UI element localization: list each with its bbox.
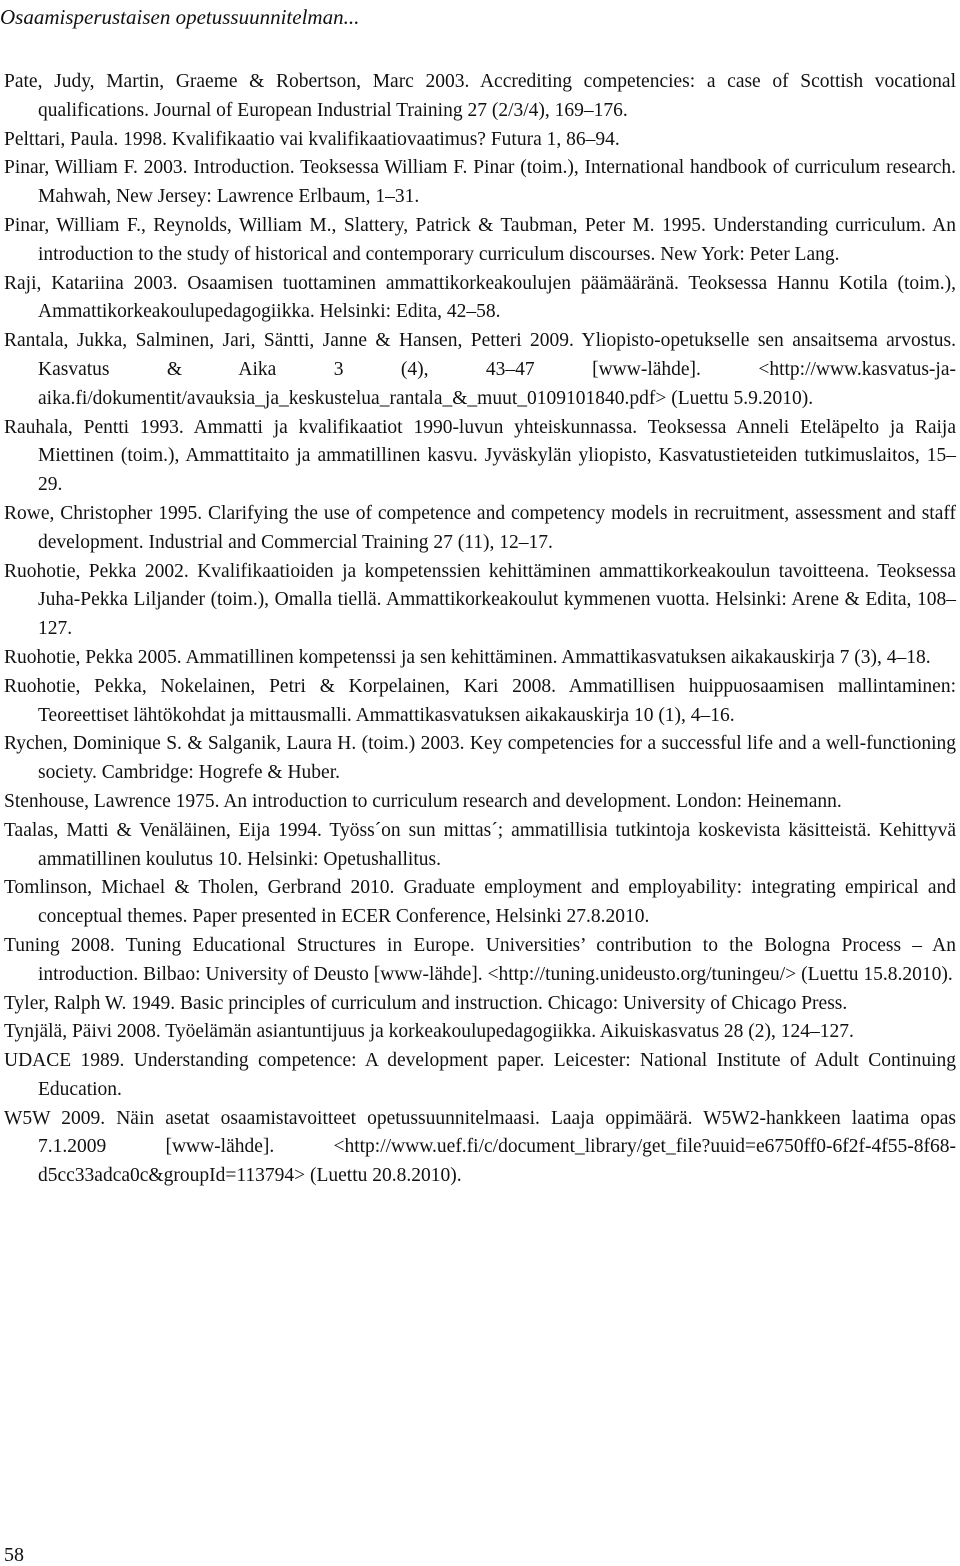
reference-entry: Pinar, William F. 2003. Introduction. Teoksessa William F. Pinar (toim.), International handbook of curriculum research. Mahwah, New Jersey: Lawrence Erlbaum, 1–31. [4,157,956,208]
reference-entry: Rychen, Dominique S. & Salganik, Laura H. (toim.) 2003. Key competencies for a successful life and a well-functioning society. Cambridge: Hogrefe & Huber. [4,733,956,784]
reference-entry: Raji, Katariina 2003. Osaamisen tuottaminen ammattikorkeakoulujen päämääränä. Teoksessa Hannu Kotila (toim.), Ammattikorkeakoulupedagogiikka. Helsinki: Edita, 42–58. [4,272,956,323]
reference-entry: Pelttari, Paula. 1998. Kvalifikaatio vai kvalifikaatiovaatimus? Futura 1, 86–94. [4,128,620,150]
reference-entry: Tynjälä, Päivi 2008. Työelämän asiantuntijuus ja korkeakoulupedagogiikka. Aikuiskasvatus 28 (2), 124–127. [4,1021,854,1043]
reference-entry: Tyler, Ralph W. 1949. Basic principles of curriculum and instruction. Chicago: University of Chicago Press. [4,992,848,1014]
reference-entry: UDACE 1989. Understanding competence: A development paper. Leicester: National Institute of Adult Continuing Education. [4,1050,956,1100]
reference-entry: Ruohotie, Pekka 2005. Ammatillinen kompetenssi ja sen kehittäminen. Ammattikasvatuksen aikakauskirja 7 (3), 4–18. [4,646,931,668]
reference-entry: Ruohotie, Pekka, Nokelainen, Petri & Korpelainen, Kari 2008. Ammatillisen huippuosaamisen mallintaminen: Teoreettiset lähtökohdat ja mittausmalli. Ammattikasvatuksen aikakauskirja 10 (1), 4–16. [4,675,956,726]
reference-entry: Rantala, Jukka, Salminen, Jari, Säntti, Janne & Hansen, Petteri 2009. Yliopisto-opetukselle sen ansaitsema arvostus. Kasvatus & Aika 3 (4), 43–47 [www-lähde]. <http://www.kasvatus-ja-aika.fi/dokumentit/avauksia_ja_keskustelua_rantala_&_muut_0109101840.pdf> (Luettu 5.9.2010). [4,330,956,409]
reference-list [4,68,956,1191]
running-header: Osaamisperustaisen opetussuunnitelman... [0,5,360,29]
reference-entry: W5W 2009. Näin asetat osaamistavoitteet opetussuunnitelmaasi. Laaja oppimäärä. W5W2-hankkeen laatima opas 7.1.2009 [www-lähde]. <http://www.uef.fi/c/document_library/get_file?uuid=e6750ff0-6f2f-4f55-8f68-d5cc33adca0c&groupId=113794> (Luettu 20.8.2010). [4,1107,956,1187]
reference-entry: Stenhouse, Lawrence 1975. An introduction to curriculum research and development. London: Heinemann. [4,790,842,812]
reference-entry: Rauhala, Pentti 1993. Ammatti ja kvalifikaatiot 1990-luvun yhteiskunnassa. Teoksessa Anneli Eteläpelto ja Raija Miettinen (toim.), Ammattitaito ja ammatillinen kasvu. Jyväskylän yliopisto, Kasvatustieteiden tutkimuslaitos, 15–29. [4,416,956,496]
page-number: 58 [4,1544,24,1566]
reference-entry: Tomlinson, Michael & Tholen, Gerbrand 2010. Graduate employment and employability: integrating empirical and conceptual themes. Paper presented in ECER Conference, Helsinki 27.8.2010. [4,877,956,928]
reference-entry: Tuning 2008. Tuning Educational Structures in Europe. Universities’ contribution to the Bologna Process – An introduction. Bilbao: University of Deusto [www-lähde]. <http://tuning.unideusto.org/tuningeu/> (Luettu 15.8.2010). [4,934,956,985]
reference-entry: Ruohotie, Pekka 2002. Kvalifikaatioiden ja kompetenssien kehittäminen ammattikorkeakoulun tavoitteena. Teoksessa Juha-Pekka Liljander (toim.), Omalla tiellä. Ammattikorkeakoulut kymmenen vuotta. Helsinki: Arene & Edita, 108–127. [4,560,956,640]
reference-entry: Taalas, Matti & Venäläinen, Eija 1994. Työss´on sun mittas´; ammatillisia tutkintoja koskevista käsitteistä. Kehittyvä ammatillinen koulutus 10. Helsinki: Opetushallitus. [4,819,956,870]
reference-entry: Rowe, Christopher 1995. Clarifying the use of competence and competency models in recruitment, assessment and staff development. Industrial and Commercial Training 27 (11), 12–17. [4,502,956,553]
reference-entry: Pate, Judy, Martin, Graeme & Robertson, Marc 2003. Accrediting competencies: a case of Scottish vocational qualifications. Journal of European Industrial Training 27 (2/3/4), 169–176. [4,71,956,121]
reference-entry: Pinar, William F., Reynolds, William M., Slattery, Patrick & Taubman, Peter M. 1995. Understanding curriculum. An introduction to the study of historical and contemporary curriculum discourses. New York: Peter Lang. [4,214,956,265]
